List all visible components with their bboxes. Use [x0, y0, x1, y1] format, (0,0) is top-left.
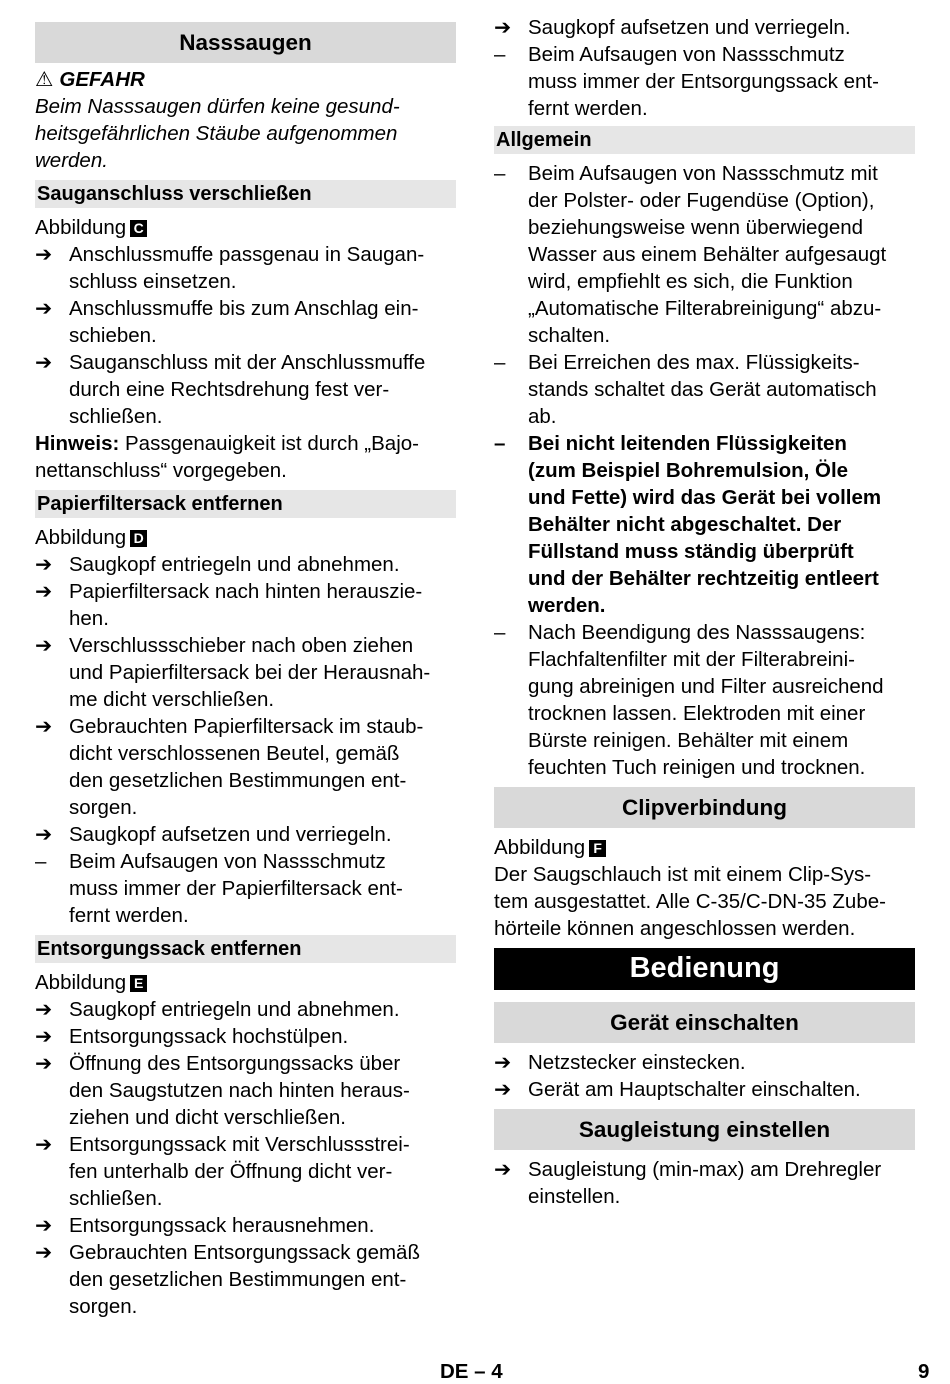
arrow-icon: ➔	[35, 297, 53, 320]
dash-marker: –	[494, 351, 506, 374]
section-header-nasssaugen: Nasssaugen	[35, 22, 456, 63]
danger-label: GEFAHR	[59, 68, 145, 91]
arrow-icon: ➔	[35, 715, 53, 738]
section-header-clipverbindung: Clipverbindung	[494, 787, 915, 828]
chapter-header-bedienung: Bedienung	[494, 948, 915, 990]
list-item: – Nach Beendigung des Nasssaugens: Flachfaltenfilter mit der Filterabreini- gung abreinigen und Filter ausreichend trocknen lassen. Elektroden mit einer Bürste reinigen. Behälter mit einem feuchten Tuch reinigen und trocknen.	[494, 621, 884, 779]
dash-marker: –	[494, 621, 506, 644]
arrow-icon: ➔	[35, 823, 53, 846]
list-item: ➔ Netzstecker einstecken.	[494, 1051, 746, 1074]
list-item: – Beim Aufsaugen von Nassschmutz mit der Polster- oder Fugendüse (Option), beziehungsweise wenn überwiegend Wasser aus einem Behälter aufgesaugt wird, empfiehlt es sich, die Funktion „Automatische Filterabreinigung“ abzu- schalten.	[494, 162, 887, 347]
arrow-icon: ➔	[494, 1158, 512, 1181]
figure-letter-badge: F	[589, 840, 606, 857]
list-item: ➔ Gerät am Hauptschalter einschalten.	[494, 1078, 861, 1101]
list-item: ➔ Saugkopf aufsetzen und verriegeln.	[494, 16, 851, 39]
list-item: ➔ Saugkopf aufsetzen und verriegeln.	[35, 823, 392, 846]
list-item: ➔ Entsorgungssack hochstülpen.	[35, 1025, 349, 1048]
clip-description: Der Saugschlauch ist mit einem Clip-Sys- tem ausgestattet. Alle C-35/C-DN-35 Zube- hörteile können angeschlossen werden.	[494, 863, 886, 940]
danger-heading	[35, 66, 456, 93]
list-item: ➔ Gebrauchten Entsorgungssack gemäß den gesetzlichen Bestimmungen ent- sorgen.	[35, 1241, 420, 1318]
subheading-papierfiltersack: Papierfiltersack entfernen	[35, 490, 456, 518]
list-item: ➔ Entsorgungssack mit Verschlussstrei- fen unterhalb der Öffnung dicht ver- schließen.	[35, 1133, 410, 1210]
figure-reference-e: Abbildung E	[35, 969, 456, 996]
arrow-icon: ➔	[35, 243, 53, 266]
dash-marker: –	[35, 850, 47, 873]
figure-letter-badge: E	[130, 975, 147, 992]
figure-reference-f: Abbildung F	[494, 834, 915, 861]
arrow-icon: ➔	[35, 580, 53, 603]
list-item-warning: – Bei nicht leitenden Flüssigkeiten (zum Beispiel Bohremulsion, Öle und Fette) wird das Gerät bei vollem Behälter nicht abgeschaltet. Der Füllstand muss ständig überprüft und der Behälter rechtzeitig entleert werden.	[494, 432, 882, 617]
list-item: ➔ Anschlussmuffe passgenau in Saugan- schluss einsetzen.	[35, 243, 425, 293]
figure-letter-badge: C	[130, 220, 147, 237]
note-label: Hinweis:	[35, 432, 120, 455]
danger-text: Beim Nasssaugen dürfen keine gesund- heitsgefährlichen Stäube aufgenommen werden.	[35, 95, 400, 172]
list-item: ➔ Saugkopf entriegeln und abnehmen.	[35, 998, 400, 1021]
page-number: 9	[918, 1360, 930, 1383]
right-column	[494, 14, 915, 1210]
list-item: ➔ Entsorgungssack herausnehmen.	[35, 1214, 375, 1237]
section-header-saugleistung: Saugleistung einstellen	[494, 1109, 915, 1150]
subheading-allgemein: Allgemein	[494, 126, 915, 154]
list-item: – Beim Aufsaugen von Nassschmutz muss immer der Papierfiltersack ent- fernt werden.	[35, 850, 403, 927]
subheading-entsorgungssack: Entsorgungssack entfernen	[35, 935, 456, 963]
arrow-icon: ➔	[35, 1133, 53, 1156]
list-item: ➔ Gebrauchten Papierfiltersack im staub- dicht verschlossenen Beutel, gemäß den gesetzlichen Bestimmungen ent- sorgen.	[35, 715, 424, 819]
dash-marker: –	[494, 432, 506, 455]
arrow-icon: ➔	[35, 553, 53, 576]
list-item: ➔ Anschlussmuffe bis zum Anschlag ein- schieben.	[35, 297, 419, 347]
arrow-icon: ➔	[494, 16, 512, 39]
list-item: ➔ Saugkopf entriegeln und abnehmen.	[35, 553, 400, 576]
arrow-icon: ➔	[494, 1051, 512, 1074]
note-text: Hinweis: Passgenauigkeit ist durch „Bajo- nettanschluss“ vorgegeben.	[35, 432, 419, 482]
list-item: – Beim Aufsaugen von Nassschmutz muss immer der Entsorgungssack ent- fernt werden.	[494, 43, 879, 120]
arrow-icon: ➔	[35, 1025, 53, 1048]
figure-letter-badge: D	[130, 530, 147, 547]
figure-reference-c: Abbildung C	[35, 214, 456, 241]
list-item: ➔ Verschlussschieber nach oben ziehen und Papierfiltersack bei der Herausnah- me dicht verschließen.	[35, 634, 431, 711]
section-header-geraet-einschalten: Gerät einschalten	[494, 1002, 915, 1043]
arrow-icon: ➔	[494, 1078, 512, 1101]
list-item: – Bei Erreichen des max. Flüssigkeits- stands schaltet das Gerät automatisch ab.	[494, 351, 877, 428]
left-column	[35, 22, 456, 1320]
list-item: ➔ Saugleistung (min-max) am Drehregler einstellen.	[494, 1158, 882, 1208]
list-item: ➔ Papierfiltersack nach hinten herauszie- hen.	[35, 580, 423, 630]
subheading-sauganschluss: Sauganschluss verschließen	[35, 180, 456, 208]
warning-triangle-icon: ⚠	[35, 68, 54, 91]
arrow-icon: ➔	[35, 1052, 53, 1075]
list-item: ➔ Öffnung des Entsorgungssacks über den Saugstutzen nach hinten heraus- ziehen und dicht verschließen.	[35, 1052, 410, 1129]
arrow-icon: ➔	[35, 998, 53, 1021]
arrow-icon: ➔	[35, 1214, 53, 1237]
arrow-icon: ➔	[35, 351, 53, 374]
arrow-icon: ➔	[35, 634, 53, 657]
dash-marker: –	[494, 162, 506, 185]
dash-marker: –	[494, 43, 506, 66]
arrow-icon: ➔	[35, 1241, 53, 1264]
footer-section-label: DE – 4	[440, 1360, 503, 1383]
figure-reference-d: Abbildung D	[35, 524, 456, 551]
list-item: ➔ Sauganschluss mit der Anschlussmuffe durch eine Rechtsdrehung fest ver- schließen.	[35, 351, 426, 428]
